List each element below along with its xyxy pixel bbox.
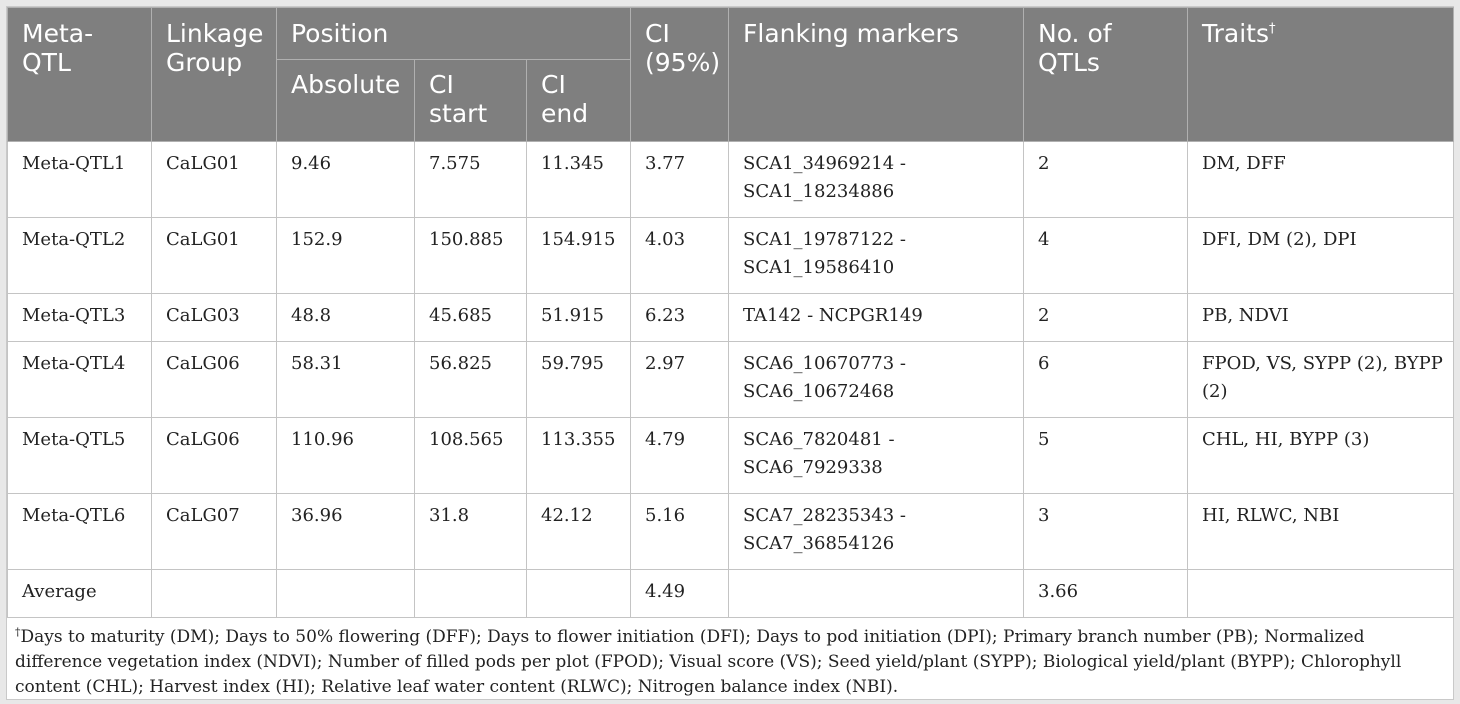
cell-flanking-markers: SCA6_10670773 - SCA6_10672468 xyxy=(729,342,1024,418)
header-row xyxy=(8,8,1454,60)
cell-ci-end: 59.795 xyxy=(527,342,631,418)
cell-meta-qtl: Meta-QTL4 xyxy=(8,342,152,418)
cell-absolute: 48.8 xyxy=(277,294,415,342)
header-meta-qtl: Meta-QTL xyxy=(8,8,152,142)
dagger-mark: † xyxy=(1268,21,1276,37)
cell-no-of-qtls: 6 xyxy=(1024,342,1188,418)
cell-no-of-qtls: 2 xyxy=(1024,294,1188,342)
cell-absolute: 36.96 xyxy=(277,494,415,570)
header-ci95: CI (95%) xyxy=(631,8,729,142)
cell-ci95: 4.49 xyxy=(631,570,729,618)
cell-ci-end: 154.915 xyxy=(527,218,631,294)
cell-traits: CHL, HI, BYPP (3) xyxy=(1188,418,1454,494)
cell-ci95: 4.03 xyxy=(631,218,729,294)
cell-ci95: 6.23 xyxy=(631,294,729,342)
cell-ci-start: 108.565 xyxy=(415,418,527,494)
table-header xyxy=(8,8,1454,142)
cell-ci-start: 150.885 xyxy=(415,218,527,294)
cell-no-of-qtls: 3 xyxy=(1024,494,1188,570)
cell-ci-end xyxy=(527,570,631,618)
cell-absolute: 110.96 xyxy=(277,418,415,494)
cell-traits xyxy=(1188,570,1454,618)
cell-linkage-group: CaLG01 xyxy=(152,142,277,218)
cell-flanking-markers: SCA1_34969214 - SCA1_18234886 xyxy=(729,142,1024,218)
cell-traits: PB, NDVI xyxy=(1188,294,1454,342)
header-no-of-qtls: No. of QTLs xyxy=(1024,8,1188,142)
cell-flanking-markers: SCA7_28235343 - SCA7_36854126 xyxy=(729,494,1024,570)
cell-ci-end: 42.12 xyxy=(527,494,631,570)
table-container xyxy=(6,6,1454,700)
cell-ci95: 4.79 xyxy=(631,418,729,494)
cell-ci-start: 56.825 xyxy=(415,342,527,418)
table-row xyxy=(8,494,1454,570)
header-ci-end: CI end xyxy=(527,60,631,142)
cell-traits: FPOD, VS, SYPP (2), BYPP (2) xyxy=(1188,342,1454,418)
cell-meta-qtl: Meta-QTL1 xyxy=(8,142,152,218)
cell-ci-start: 31.8 xyxy=(415,494,527,570)
table-body xyxy=(8,142,1454,618)
footnote-dagger: † xyxy=(15,625,21,639)
cell-ci95: 3.77 xyxy=(631,142,729,218)
header-ci-start: CI start xyxy=(415,60,527,142)
table-row xyxy=(8,418,1454,494)
cell-no-of-qtls: 3.66 xyxy=(1024,570,1188,618)
cell-traits: DM, DFF xyxy=(1188,142,1454,218)
cell-flanking-markers xyxy=(729,570,1024,618)
table-row xyxy=(8,218,1454,294)
cell-flanking-markers: SCA1_19787122 - SCA1_19586410 xyxy=(729,218,1024,294)
cell-ci95: 2.97 xyxy=(631,342,729,418)
cell-ci-start xyxy=(415,570,527,618)
cell-ci-start: 45.685 xyxy=(415,294,527,342)
table-row xyxy=(8,142,1454,218)
cell-ci-start: 7.575 xyxy=(415,142,527,218)
cell-ci-end: 113.355 xyxy=(527,418,631,494)
cell-no-of-qtls: 4 xyxy=(1024,218,1188,294)
header-position: Position xyxy=(277,8,631,60)
cell-meta-qtl: Meta-QTL5 xyxy=(8,418,152,494)
cell-ci-end: 51.915 xyxy=(527,294,631,342)
cell-no-of-qtls: 2 xyxy=(1024,142,1188,218)
table-footnote xyxy=(15,625,1447,700)
cell-meta-qtl: Average xyxy=(8,570,152,618)
header-flanking-markers: Flanking markers xyxy=(729,8,1024,142)
cell-linkage-group: CaLG03 xyxy=(152,294,277,342)
cell-absolute: 58.31 xyxy=(277,342,415,418)
cell-flanking-markers: TA142 - NCPGR149 xyxy=(729,294,1024,342)
cell-absolute xyxy=(277,570,415,618)
cell-meta-qtl: Meta-QTL3 xyxy=(8,294,152,342)
cell-flanking-markers: SCA6_7820481 - SCA6_7929338 xyxy=(729,418,1024,494)
cell-meta-qtl: Meta-QTL6 xyxy=(8,494,152,570)
cell-ci95: 5.16 xyxy=(631,494,729,570)
meta-qtl-table xyxy=(7,7,1454,618)
cell-linkage-group: CaLG06 xyxy=(152,418,277,494)
cell-linkage-group xyxy=(152,570,277,618)
cell-absolute: 152.9 xyxy=(277,218,415,294)
footnote-text: Days to maturity (DM); Days to 50% flowering (DFF); Days to flower initiation (DFI); Days to pod initiation (DPI); Primary branch number (PB); Normalized difference vegetation index (NDVI); Number of filled pods per plot (FPOD); Visual score (VS); Seed yield/plant (SYPP); Biological yield/plant (BYPP); Chlorophyll content (CHL); Harvest index (HI); Relative leaf water content (RLWC); Nitrogen balance index (NBI). xyxy=(15,627,1402,697)
table-row-average xyxy=(8,570,1454,618)
cell-absolute: 9.46 xyxy=(277,142,415,218)
table-row xyxy=(8,342,1454,418)
header-linkage-group: Linkage Group xyxy=(152,8,277,142)
cell-traits: DFI, DM (2), DPI xyxy=(1188,218,1454,294)
cell-linkage-group: CaLG07 xyxy=(152,494,277,570)
cell-ci-end: 11.345 xyxy=(527,142,631,218)
cell-linkage-group: CaLG06 xyxy=(152,342,277,418)
header-traits xyxy=(1188,8,1454,142)
cell-no-of-qtls: 5 xyxy=(1024,418,1188,494)
cell-traits: HI, RLWC, NBI xyxy=(1188,494,1454,570)
header-traits-label: Traits xyxy=(1202,19,1269,48)
cell-linkage-group: CaLG01 xyxy=(152,218,277,294)
cell-meta-qtl: Meta-QTL2 xyxy=(8,218,152,294)
header-absolute: Absolute xyxy=(277,60,415,142)
table-row xyxy=(8,294,1454,342)
